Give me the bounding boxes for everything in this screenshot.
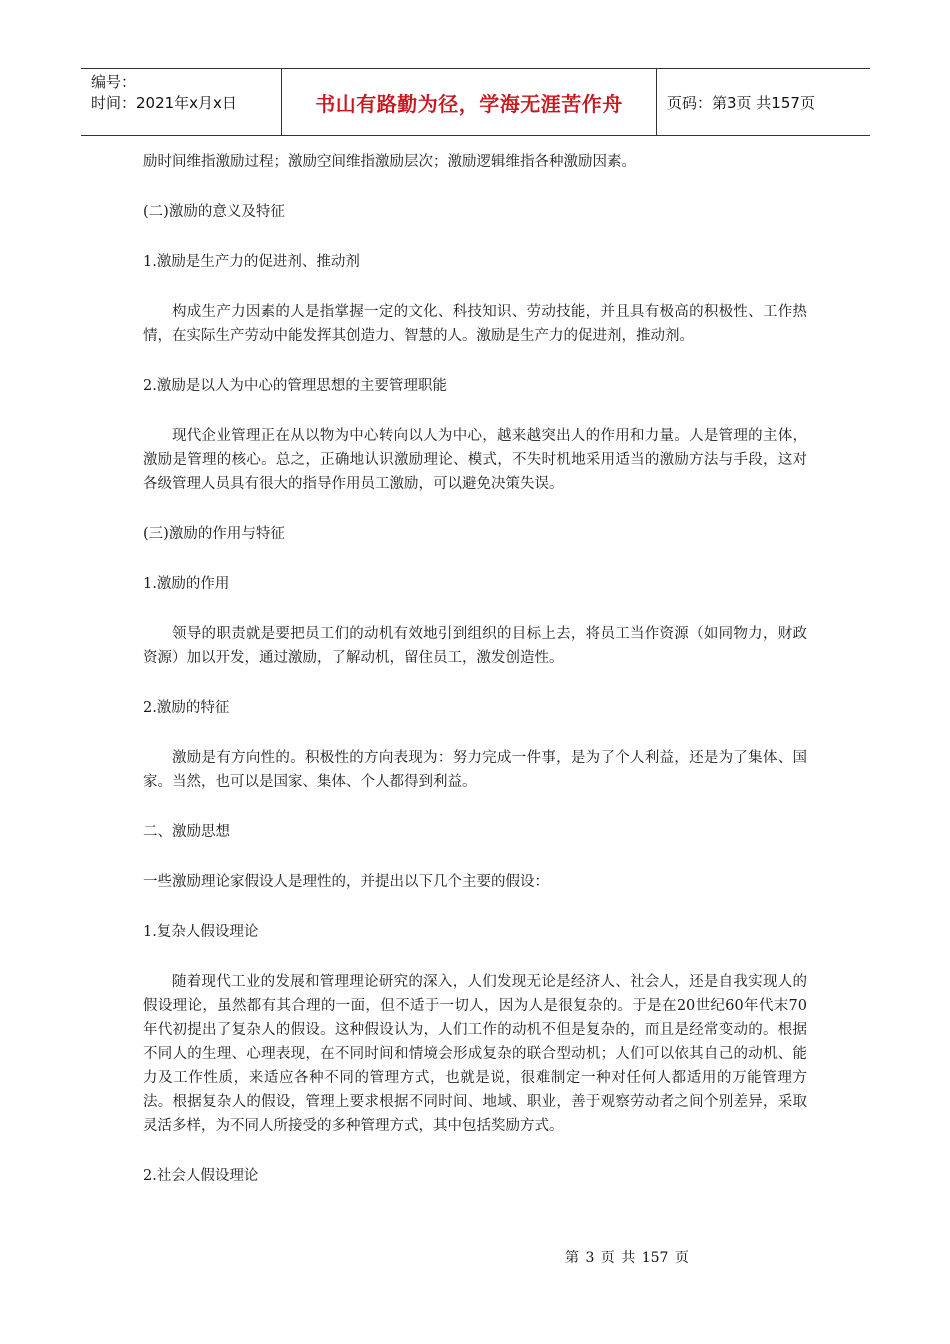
section-heading: 二、激励思想 [143,824,230,840]
page-header [81,68,870,136]
subsection-heading: 2.激励是以人为中心的管理思想的主要管理职能 [143,378,447,394]
page-footer: 第 3 页 共 157 页 [565,1250,689,1266]
header-motto: 书山有路勤为径，学海无涯苦作舟 [282,69,657,135]
subsection-heading: 1.复杂人假设理论 [143,924,259,940]
section-heading: (二)激励的意义及特征 [143,204,285,220]
paragraph: 现代企业管理正在从以物为中心转向以人为中心，越来越突出人的作用和力量。人是管理的主体，激励是管理的核心。总之，正确地认识激励理论、模式，不失时机地采用适当的激励方法与手段，这对各级管理人员具有很大的指导作用员工激励，可以避免决策失误。 [143,428,807,492]
header-page-info: 页码：第3页 共157页 [667,93,815,112]
paragraph: 励时间维指激励过程；激励空间维指激励层次；激励逻辑维指各种激励因素。 [143,154,636,170]
paragraph: 激励是有方向性的。积极性的方向表现为：努力完成一件事，是为了个人利益，还是为了集体、国家。当然，也可以是国家、集体、个人都得到利益。 [143,750,807,790]
paragraph: 一些激励理论家假设人是理性的，并提出以下几个主要的假设： [143,874,549,890]
paragraph: 构成生产力因素的人是指掌握一定的文化、科技知识、劳动技能，并且具有极高的积极性、工作热情，在实际生产劳动中能发挥其创造力、智慧的人。激励是生产力的促进剂，推动剂。 [143,304,807,344]
subsection-heading: 2.社会人假设理论 [143,1168,259,1184]
date-label: 时间：2021年x月x日 [91,94,237,112]
document-body [143,150,807,1188]
section-heading: (三)激励的作用与特征 [143,526,285,542]
code-label: 编号： [91,73,137,91]
subsection-heading: 1.激励的作用 [143,576,230,592]
subsection-heading: 2.激励的特征 [143,700,230,716]
paragraph: 领导的职责就是要把员工们的动机有效地引到组织的目标上去，将员工当作资源（如同物力，财政资源）加以开发，通过激励，了解动机，留住员工，激发创造性。 [143,626,807,666]
header-meta [81,69,282,135]
paragraph: 随着现代工业的发展和管理理论研究的深入，人们发现无论是经济人、社会人，还是自我实现人的假设理论，虽然都有其合理的一面，但不适于一切人，因为人是很复杂的。于是在20世纪60年代末70年代初提出了复杂人的假设。这种假设认为，人们工作的动机不但是复杂的，而且是经常变动的。根据不同人的生理、心理表现，在不同时间和情境会形成复杂的联合型动机；人们可以依其自己的动机、能力及工作性质，来适应各种不同的管理方式，也就是说，很难制定一种对任何人都适用的万能管理方法。根据复杂人的假设，管理上要求根据不同时间、地域、职业，善于观察劳动者之间个别差异，采取灵活多样，为不同人所接受的多种管理方式，其中包括奖励方式。 [143,974,807,1134]
subsection-heading: 1.激励是生产力的促进剂、推动剂 [143,254,360,270]
